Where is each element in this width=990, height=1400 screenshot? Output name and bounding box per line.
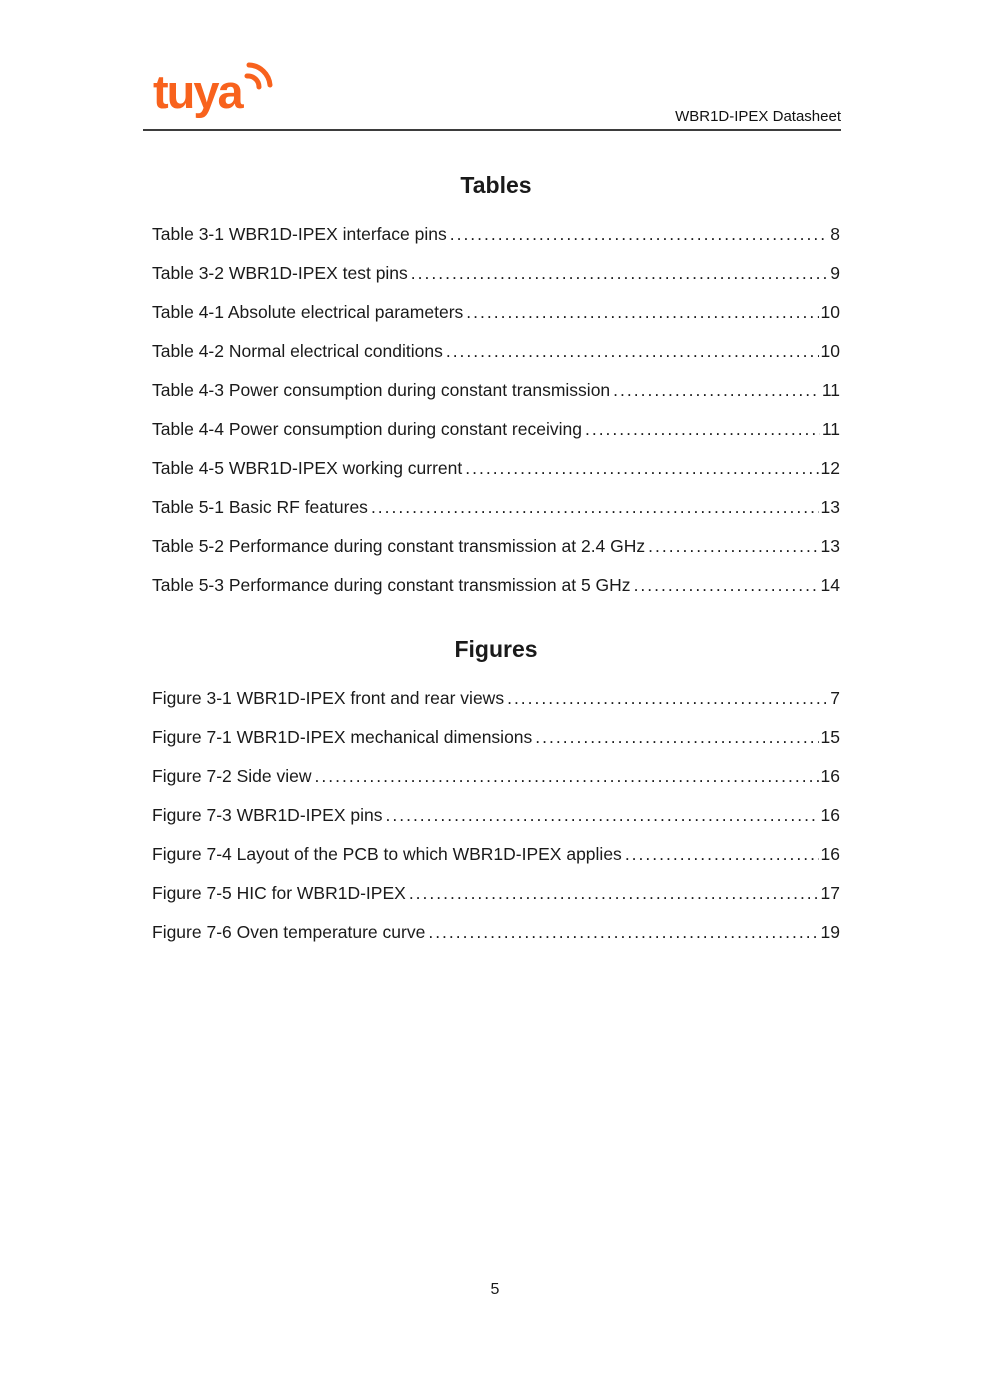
dot-leader: [613, 371, 820, 410]
page-header: [143, 0, 841, 131]
toc-entry[interactable]: [152, 449, 840, 488]
toc-entry[interactable]: [152, 757, 840, 796]
toc-entry[interactable]: [152, 254, 840, 293]
dot-leader: [411, 254, 828, 293]
toc-entry-page: 7: [830, 688, 840, 708]
figures-toc-list: [152, 679, 840, 952]
toc-entry-label: Table 3-2 WBR1D-IPEX test pins: [152, 263, 408, 283]
toc-entry-page: 11: [821, 419, 840, 439]
page-footer: [0, 1281, 990, 1299]
toc-entry-page: 11: [821, 380, 840, 400]
toc-entry[interactable]: [152, 488, 840, 527]
toc-entry-label: Table 4-2 Normal electrical conditions: [152, 341, 443, 361]
toc-entry-page: 9: [830, 263, 840, 283]
dot-leader: [465, 449, 818, 488]
tables-toc-list: [152, 215, 840, 605]
dot-leader: [634, 566, 819, 605]
dot-leader: [585, 410, 820, 449]
dot-leader: [507, 679, 828, 718]
toc-entry-label: Table 4-3 Power consumption during constant transmission: [152, 380, 611, 400]
dot-leader: [466, 293, 818, 332]
toc-entry[interactable]: [152, 679, 840, 718]
toc-entry-label: Figure 7-3 WBR1D-IPEX pins: [152, 805, 383, 825]
toc-entry-page: 19: [820, 922, 840, 942]
toc-entry-page: 14: [820, 575, 840, 595]
toc-entry-label: Figure 7-5 HIC for WBR1D-IPEX: [152, 883, 406, 903]
toc-entry-label: Table 4-5 WBR1D-IPEX working current: [152, 458, 463, 478]
dot-leader: [409, 874, 819, 913]
toc-entry-label: Table 4-1 Absolute electrical parameters: [152, 302, 464, 322]
toc-entry[interactable]: [152, 874, 840, 913]
toc-entry-page: 15: [820, 727, 840, 747]
toc-entry-page: 16: [820, 805, 840, 825]
toc-entry-label: Figure 7-4 Layout of the PCB to which WBR1D-IPEX applies: [152, 844, 622, 864]
dot-leader: [450, 215, 829, 254]
dot-leader: [386, 796, 819, 835]
figures-heading: Figures: [454, 636, 538, 662]
toc-entry-label: Figure 3-1 WBR1D-IPEX front and rear views: [152, 688, 505, 708]
toc-entry[interactable]: [152, 913, 840, 952]
tuya-logo: [153, 65, 242, 134]
toc-entry[interactable]: [152, 332, 840, 371]
document-title: WBR1D-IPEX Datasheet: [675, 108, 841, 125]
toc-entry-page: 13: [820, 536, 840, 556]
toc-entry-label: Figure 7-1 WBR1D-IPEX mechanical dimensions: [152, 727, 533, 747]
toc-content: [0, 133, 990, 952]
dot-leader: [625, 835, 819, 874]
toc-entry-page: 8: [830, 224, 840, 244]
toc-entry-page: 12: [820, 458, 840, 478]
dot-leader: [446, 332, 819, 371]
toc-entry-page: 16: [820, 766, 840, 786]
toc-entry[interactable]: [152, 215, 840, 254]
toc-entry[interactable]: [152, 527, 840, 566]
dot-leader: [371, 488, 819, 527]
toc-entry-label: Table 5-1 Basic RF features: [152, 497, 368, 517]
toc-entry-page: 13: [820, 497, 840, 517]
dot-leader: [315, 757, 819, 796]
toc-entry[interactable]: [152, 293, 840, 332]
toc-entry[interactable]: [152, 566, 840, 605]
toc-entry-label: Figure 7-6 Oven temperature curve: [152, 922, 426, 942]
toc-entry-page: 10: [820, 302, 840, 322]
toc-entry-label: Table 5-3 Performance during constant transmission at 5 GHz: [152, 575, 631, 595]
toc-entry[interactable]: [152, 410, 840, 449]
toc-entry[interactable]: [152, 835, 840, 874]
toc-entry-page: 17: [820, 883, 840, 903]
tuya-logo-wordmark: tuya: [153, 65, 242, 118]
toc-entry-label: Table 5-2 Performance during constant transmission at 2.4 GHz: [152, 536, 646, 556]
dot-leader: [648, 527, 818, 566]
toc-entry-page: 16: [820, 844, 840, 864]
toc-entry-label: Table 4-4 Power consumption during constant receiving: [152, 419, 582, 439]
toc-entry-label: Figure 7-2 Side view: [152, 766, 312, 786]
wifi-signal-icon: [239, 62, 275, 98]
toc-entry-page: 10: [820, 341, 840, 361]
toc-entry[interactable]: [152, 796, 840, 835]
page-number: 5: [490, 1281, 500, 1298]
toc-entry-label: Table 3-1 WBR1D-IPEX interface pins: [152, 224, 447, 244]
dot-leader: [535, 718, 818, 757]
tables-heading: Tables: [460, 172, 532, 198]
toc-entry[interactable]: [152, 371, 840, 410]
toc-entry[interactable]: [152, 718, 840, 757]
dot-leader: [428, 913, 818, 952]
